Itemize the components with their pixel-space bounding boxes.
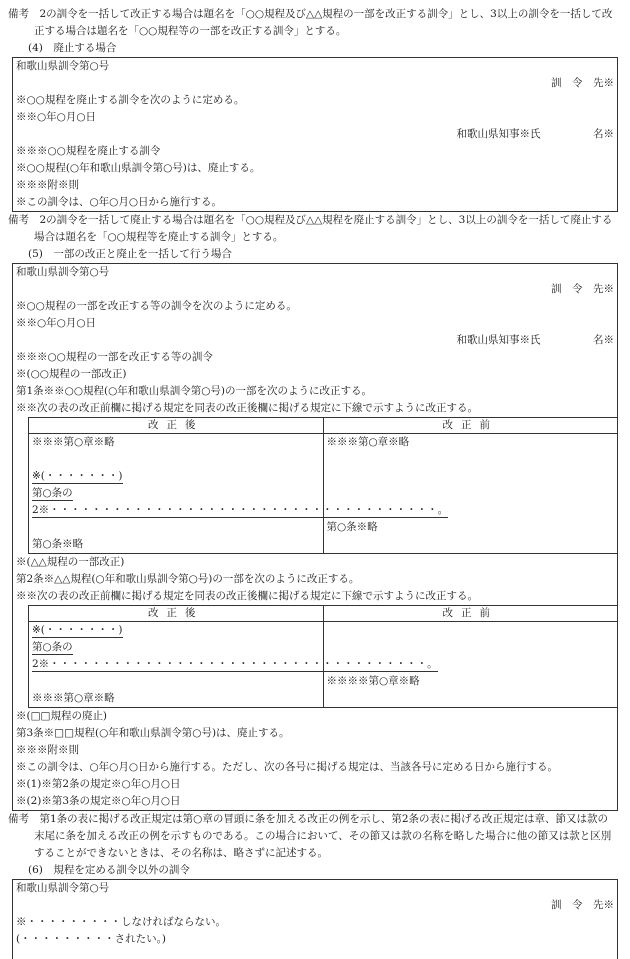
row-chapter: ※※※第○章※略 (32, 436, 115, 448)
governor-line: 和歌山県知事※氏 名※ (456, 128, 614, 140)
comparison-table-2 (28, 605, 618, 708)
supplementary-heading: ※※※附※則 (16, 179, 79, 191)
row-article-added: 第○条の2※・・・・・・・・・・・・・・・・・・・・・・・・・・・・・・・・・・・・。 (32, 641, 438, 670)
note-bikou-1: 備考 2の訓令を一括して改正する場合は題名を「○○規程及び△△規程の一部を改正する訓令」とし、3以上の訓令を一括して改正する場合は題名を「○○規程等の一部を改正する訓令」とする。 (8, 8, 613, 37)
date-line: ※※○年○月○日 (16, 111, 96, 123)
header-after: 改正後 (29, 606, 324, 622)
effective-line: ※この訓令は、○年○月○日から施行する。 (16, 196, 222, 208)
sample-box-repeal (12, 57, 618, 212)
article-1-sub: ※※次の表の改正前欄に掲げる規定を同表の改正後欄に掲げる規定に下線で示すように改正する。 (16, 402, 478, 414)
order-title: ※※※○○規程の一部を改正する等の訓令 (16, 351, 213, 363)
body-line-2: (・・・・・・・・・されたい。) (16, 933, 166, 945)
header-before: 改正前 (323, 606, 618, 622)
sample-box-other (12, 879, 618, 959)
comparison-table-1 (28, 417, 618, 554)
order-number: 和歌山県訓令第○号 (16, 60, 110, 72)
cell-before (323, 434, 618, 554)
date-line: ※※○年○月○日 (16, 317, 96, 329)
intro-line: ※○○規程を廃止する訓令を次のように定める。 (16, 94, 245, 106)
item-1: ※(1)※第2条の規定※○年○月○日 (16, 778, 181, 790)
intro-line: ※○○規程の一部を改正する等の訓令を次のように定める。 (16, 300, 297, 312)
row-chapter: ※※※第○章※略 (32, 692, 115, 704)
note-bikou-2: 備考 2の訓令を一括して廃止する場合は題名を「○○規程及び△△規程を廃止する訓令」とし、3以上の訓令を一括して廃止する場合は題名を「○○規程等を廃止する訓令」とする。 (8, 214, 613, 243)
body-line-1: ※・・・・・・・・・しなければならない。 (16, 916, 226, 928)
item-2: ※(2)※第3条の規定※○年○月○日 (16, 795, 181, 807)
section-5-heading: (5) 一部の改正と廃止を一括して行う場合 (28, 248, 232, 260)
section-6-heading: (6) 規程を定める訓令以外の訓令 (28, 864, 190, 876)
row-chapter: ※※※第○章※略 (326, 436, 410, 448)
article-1-heading: ※(○○規程の一部改正) (16, 368, 127, 380)
row-article: 第○条※略 (32, 538, 84, 550)
article-2-heading: ※(△△規程の一部改正) (16, 556, 125, 568)
cell-after (29, 434, 449, 554)
row-chapter: ※※※※第○章※略 (326, 675, 420, 687)
order-number: 和歌山県訓令第○号 (16, 882, 110, 894)
header-after: 改正後 (29, 418, 324, 434)
article-2-sub: ※※次の表の改正前欄に掲げる規定を同表の改正後欄に掲げる規定に下線で示すように改正する。 (16, 590, 478, 602)
row-caption: ※(・・・・・・・) (32, 624, 123, 636)
row-caption: ※(・・・・・・・) (32, 470, 123, 482)
sample-box-amend-repeal (12, 263, 618, 811)
header-before: 改正前 (323, 418, 618, 434)
order-title: ※※※○○規程を廃止する訓令 (16, 145, 161, 157)
note-bikou-3: 備考 第1条の表に掲げる改正規定は第○章の冒頭に条を加える改正の例を示し、第2条の表に掲げる改正規定は章、節又は款の末尾に条を加える改正の例を示すものである。この場合において、その節又は款の名称を略した場合に他の節又は款と区別することができないときは、その名称は、略さずに記述する。 (8, 813, 612, 859)
section-4-heading: (4) 廃止する場合 (28, 42, 117, 54)
article-2-line: 第2条※△△規程(○年和歌山県訓令第○号)の一部を次のように改正する。 (16, 573, 360, 585)
article-1-line: 第1条※※○○規程(○年和歌山県訓令第○号)の一部を次のように改正する。 (16, 385, 373, 397)
row-article: 第○条※略 (326, 521, 378, 533)
cell-after (29, 622, 438, 708)
body-line: ※○○規程(○年和歌山県訓令第○号)は、廃止する。 (16, 162, 261, 174)
kunrei-addressee: 訓 令 先※ (551, 283, 614, 295)
supplementary-heading: ※※※附※則 (16, 744, 79, 756)
effective-line: ※この訓令は、○年○月○日から施行する。ただし、次の各号に掲げる規定は、当該各号に定める日から施行する。 (16, 761, 558, 773)
article-3-heading: ※(□□規程の廃止) (16, 710, 108, 722)
governor-line: 和歌山県知事※氏 名※ (456, 334, 614, 346)
row-article-added: 第○条の2※・・・・・・・・・・・・・・・・・・・・・・・・・・・・・・・・・・・・・。 (32, 487, 449, 516)
order-number: 和歌山県訓令第○号 (16, 266, 110, 278)
kunrei-addressee: 訓 令 先※ (551, 899, 614, 911)
article-3-line: 第3条※□□規程(○年和歌山県訓令第○号)は、廃止する。 (16, 727, 290, 739)
kunrei-addressee: 訓 令 先※ (551, 77, 614, 89)
